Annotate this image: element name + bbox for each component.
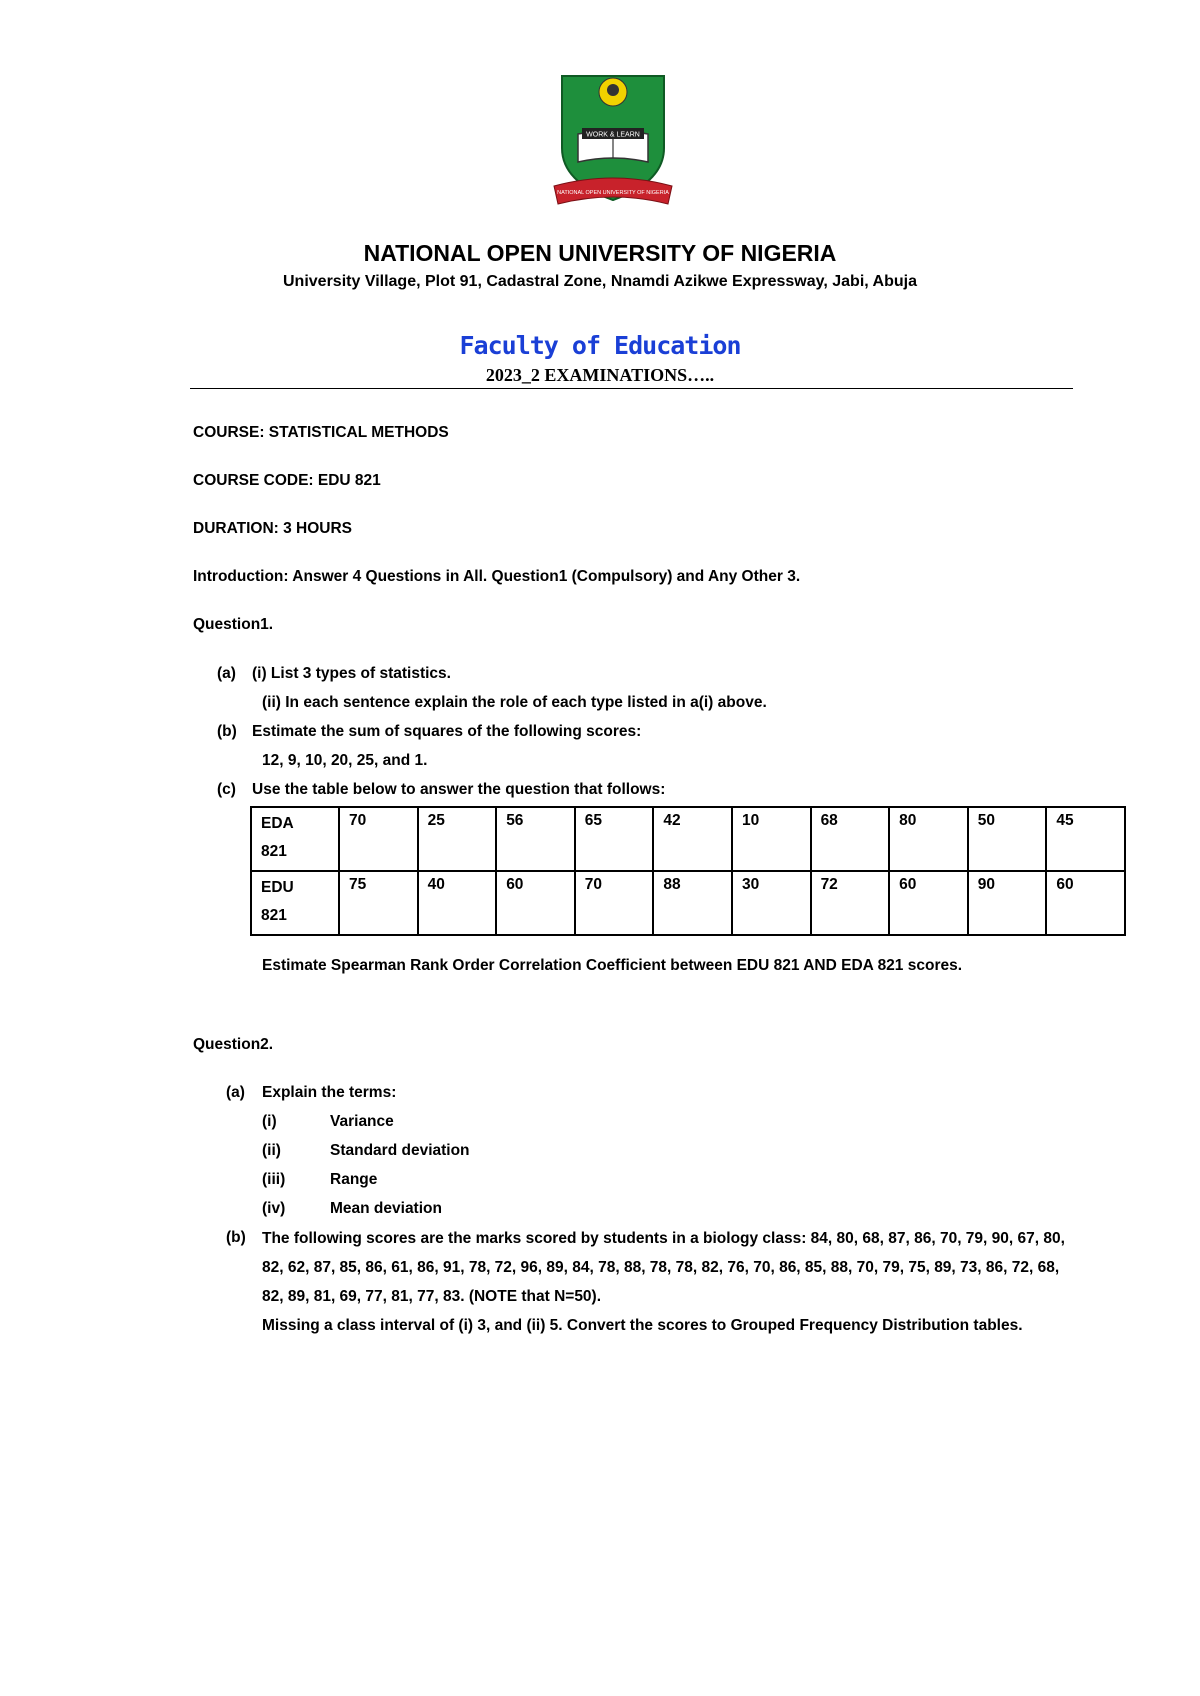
term-number: (iii) <box>262 1171 286 1188</box>
q1-b-scores: 12, 9, 10, 20, 25, and 1. <box>262 752 428 769</box>
table-cell: 90 <box>968 871 1047 935</box>
table-cell: 80 <box>889 807 968 871</box>
table-cell: 65 <box>575 807 654 871</box>
term-variance: Variance <box>330 1113 394 1130</box>
exam-session: 2023_2 EXAMINATIONS….. <box>485 365 715 385</box>
table-cell: 25 <box>418 807 497 871</box>
table-cell: 60 <box>496 871 575 935</box>
table-cell: 60 <box>889 871 968 935</box>
introduction: Introduction: Answer 4 Questions in All. Question1 (Compulsory) and Any Other 3. <box>193 568 801 585</box>
university-logo <box>552 70 712 230</box>
q1-b-text: Estimate the sum of squares of the following scores: <box>252 723 642 740</box>
course-title: COURSE: STATISTICAL METHODS <box>193 424 449 441</box>
term-number: (iv) <box>262 1200 286 1217</box>
course-code: COURSE CODE: EDU 821 <box>193 472 381 489</box>
table-cell: 56 <box>496 807 575 871</box>
table-cell: 88 <box>653 871 732 935</box>
table-cell: 42 <box>653 807 732 871</box>
duration: DURATION: 3 HOURS <box>193 520 353 537</box>
term-standard-deviation: Standard deviation <box>330 1142 470 1159</box>
table-cell: 10 <box>732 807 811 871</box>
table-cell: 75 <box>339 871 418 935</box>
table-cell: 72 <box>811 871 890 935</box>
table-cell: 40 <box>418 871 497 935</box>
q2-b-label: (b) <box>226 1229 246 1246</box>
table-cell: 45 <box>1046 807 1125 871</box>
table-cell: 60 <box>1046 871 1125 935</box>
q2-a-text: Explain the terms: <box>262 1084 397 1101</box>
logo-ribbon-text: NATIONAL OPEN UNIVERSITY OF NIGERIA <box>557 190 669 196</box>
table-cell: 70 <box>575 871 654 935</box>
scores-table <box>250 806 1126 936</box>
logo-banner: WORK & LEARN <box>586 131 640 139</box>
term-mean-deviation: Mean deviation <box>330 1200 442 1217</box>
q1-a-label: (a) <box>217 665 236 682</box>
table-row-label: EDA 821 <box>251 807 339 871</box>
q1-c-text: Use the table below to answer the question that follows: <box>252 781 666 798</box>
faculty-name: Faculty of Education <box>459 331 741 360</box>
q2-a-label: (a) <box>226 1084 245 1101</box>
term-range: Range <box>330 1171 378 1188</box>
q1-b-label: (b) <box>217 723 237 740</box>
table-row-label: EDU 821 <box>251 871 339 935</box>
university-name: NATIONAL OPEN UNIVERSITY OF NIGERIA <box>363 240 837 266</box>
term-number: (ii) <box>262 1142 281 1159</box>
q1-a-ii: (ii) In each sentence explain the role of each type listed in a(i) above. <box>262 694 767 711</box>
q1-c-task: Estimate Spearman Rank Order Correlation Coefficient between EDU 821 AND EDA 821 scores. <box>262 957 963 974</box>
table-cell: 70 <box>339 807 418 871</box>
table-cell: 68 <box>811 807 890 871</box>
table-cell: 50 <box>968 807 1047 871</box>
q1-a-i: (i) List 3 types of statistics. <box>252 665 451 682</box>
table-row <box>251 807 1125 871</box>
q2-b-text: The following scores are the marks scored by students in a biology class: 84, 80, 68, 87, 86, 70, 79, 90, 67, 80, 82, 62, 87, 85, 86, 61, 86, 91, 78, 72, 96, 89, 84, 78, 88, 78, 78, 82, 76, 70, 86, 85, 88, 70, 79, 75, 89, 73, 86, 72, 68, 82, 89, 81, 69, 77, 81, 77, 83. (NOTE that N=50). <box>262 1230 1065 1305</box>
q1-c-label: (c) <box>217 781 236 798</box>
table-cell: 30 <box>732 871 811 935</box>
q2-b-task: Missing a class interval of (i) 3, and (ii) 5. Convert the scores to Grouped Frequency Distribution tables. <box>262 1317 1023 1334</box>
header-divider <box>190 388 1073 389</box>
university-address: University Village, Plot 91, Cadastral Zone, Nnamdi Azikwe Expressway, Jabi, Abuja <box>283 273 917 290</box>
question1-heading: Question1. <box>193 616 274 633</box>
question2-heading: Question2. <box>193 1036 274 1053</box>
table-row <box>251 871 1125 935</box>
term-number: (i) <box>262 1113 277 1130</box>
